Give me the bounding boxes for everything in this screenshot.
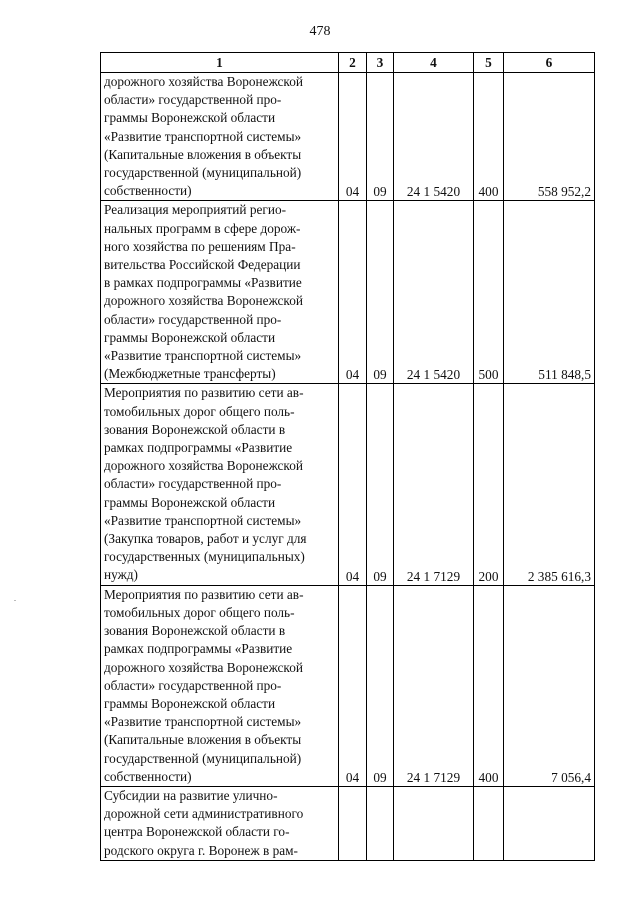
table-body xyxy=(101,73,595,861)
row-subsection-code: 09 xyxy=(367,73,394,201)
table-row xyxy=(101,384,595,585)
row-description xyxy=(101,585,339,786)
column-header-2: 2 xyxy=(339,53,367,73)
row-description-text: Мероприятия по развитию сети ав- томобильных дорог общего поль- зования Воронежской области в рамках подпрограммы «Развитие дорожного хозяйства Воронежской области» государственной про- граммы Воронежской области «Развитие транспортной системы» (Капитальные вложения в объекты государственной (муниципальной) собственности) xyxy=(104,586,304,784)
row-description xyxy=(101,786,339,860)
row-subsection-code: 09 xyxy=(367,585,394,786)
row-amount: 558 952,2 xyxy=(504,73,595,201)
column-header-6: 6 xyxy=(504,53,595,73)
row-amount: 511 848,5 xyxy=(504,201,595,384)
row-section-code: 04 xyxy=(339,73,367,201)
row-description xyxy=(101,73,339,201)
row-amount xyxy=(504,786,595,860)
row-amount: 7 056,4 xyxy=(504,585,595,786)
row-expense-type-code: 400 xyxy=(474,585,504,786)
row-description-text: дорожного хозяйства Воронежской области» государственной про- граммы Воронежской области «Развитие транспортной системы» (Капитальные вложения в объекты государственной (муниципальной) собственности) xyxy=(104,74,303,199)
column-header-4: 4 xyxy=(394,53,474,73)
table-row xyxy=(101,585,595,786)
row-description-text: Мероприятия по развитию сети ав- томобильных дорог общего поль- зования Воронежской области в рамках подпрограммы «Развитие дорожного хозяйства Воронежской области» государственной про- граммы Воронежской области «Развитие транспортной системы» (Закупка товаров, работ и услуг для государственных (муниципальных) нужд) xyxy=(104,385,307,583)
column-header-1: 1 xyxy=(101,53,339,73)
row-description-text: Реализация мероприятий регио- нальных программ в сфере дорож- ного хозяйства по решениям Пра- вительства Российской Федерации в рамках подпрограммы «Развитие дорожного хозяйства Воронежской области» государственной про- граммы Воронежской области «Развитие транспортной системы» (Межбюджетные трансферты) xyxy=(104,202,303,382)
row-target-article-code: 24 1 7129 xyxy=(394,384,474,585)
row-expense-type-code: 500 xyxy=(474,201,504,384)
column-header-5: 5 xyxy=(474,53,504,73)
row-section-code: 04 xyxy=(339,201,367,384)
row-section-code: 04 xyxy=(339,585,367,786)
scan-speck xyxy=(14,600,16,601)
row-target-article-code: 24 1 5420 xyxy=(394,201,474,384)
row-amount: 2 385 616,3 xyxy=(504,384,595,585)
row-subsection-code xyxy=(367,786,394,860)
row-description xyxy=(101,384,339,585)
column-header-3: 3 xyxy=(367,53,394,73)
row-subsection-code: 09 xyxy=(367,384,394,585)
row-target-article-code xyxy=(394,786,474,860)
row-section-code xyxy=(339,786,367,860)
budget-table xyxy=(100,52,595,861)
row-target-article-code: 24 1 5420 xyxy=(394,73,474,201)
row-description xyxy=(101,201,339,384)
row-target-article-code: 24 1 7129 xyxy=(394,585,474,786)
row-description-text: Субсидии на развитие улично- дорожной сети административного центра Воронежской области го- родского округа г. Воронеж в рам- xyxy=(104,787,304,858)
page-number: 478 xyxy=(309,24,331,39)
table-header xyxy=(101,53,595,73)
row-expense-type-code xyxy=(474,786,504,860)
table-row xyxy=(101,73,595,201)
table-row xyxy=(101,201,595,384)
header-row xyxy=(101,53,595,73)
row-expense-type-code: 200 xyxy=(474,384,504,585)
row-expense-type-code: 400 xyxy=(474,73,504,201)
row-subsection-code: 09 xyxy=(367,201,394,384)
row-section-code: 04 xyxy=(339,384,367,585)
table-row xyxy=(101,786,595,860)
